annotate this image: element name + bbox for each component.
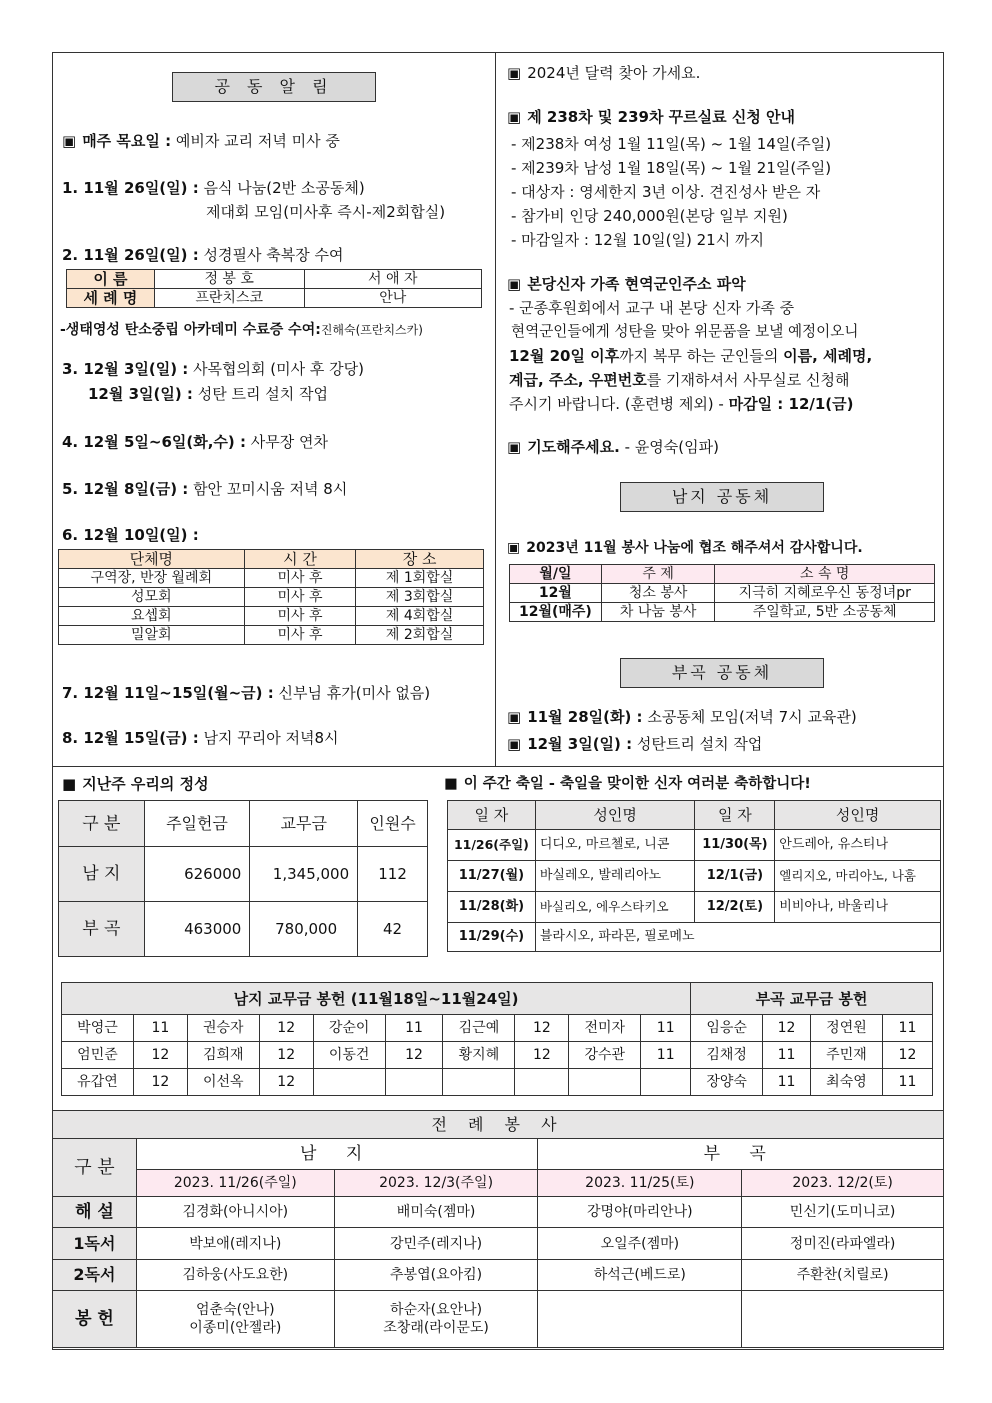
cursillo-line: - 제238차 여성 1월 11일(목) ~ 1월 14일(주일): [511, 135, 832, 153]
table-cell: 제 4회합실: [356, 607, 484, 626]
namji-thanks: [507, 538, 863, 558]
row-header: 해 설: [53, 1197, 137, 1228]
column-header: 일 자: [448, 801, 536, 830]
table-row: [67, 289, 482, 308]
table-cell: 11: [763, 1069, 811, 1096]
item7-text: 신부님 휴가(미사 없음): [273, 684, 431, 702]
military-l3b: 까지 복무 하는 군인들의: [619, 347, 784, 365]
table-cell: 바실레오, 발레리아노: [535, 861, 695, 892]
table-cell: 비비아나, 바울리나: [775, 892, 941, 923]
table-cell: 배미숙(젬마): [334, 1197, 538, 1228]
award-table: [66, 269, 482, 308]
table-header-row: [510, 565, 935, 584]
table-cell: 주환찬(치릴로): [742, 1260, 944, 1291]
item4: [62, 432, 328, 452]
table-cell: 이선옥: [187, 1069, 259, 1096]
weekly-text: 예비자 교리 저녁 미사 중: [171, 132, 340, 150]
table-cell: 정연원: [811, 1015, 883, 1042]
table-cell: 김희재: [187, 1042, 259, 1069]
table-cell: 11: [882, 1015, 932, 1042]
item1-text1: 음식 나눔(2반 소공동체): [198, 179, 365, 197]
military-line5: [509, 394, 854, 414]
table-row: [62, 1042, 933, 1069]
cursillo-line: - 대상자 : 영세한지 3년 이상. 견진성사 받은 자: [511, 183, 821, 201]
column-header: 주 제: [601, 565, 715, 584]
table-cell: 12: [763, 1015, 811, 1042]
table-cell: 42: [358, 902, 428, 957]
item2: [62, 245, 343, 265]
table-row: [59, 588, 484, 607]
table-cell: [385, 1069, 443, 1096]
item5-head: 5. 12월 8일(금) :: [62, 480, 189, 498]
table-cell: 김근예: [443, 1015, 515, 1042]
bugok-l2b: 성탄트리 설치 작업: [632, 735, 763, 753]
table-cell: [515, 1069, 569, 1096]
item7: [62, 683, 430, 703]
table-row: [59, 569, 484, 588]
table-cell: 박영근: [62, 1015, 134, 1042]
namji-title: 남지 공동체: [620, 482, 824, 512]
table-cell: 780,000: [250, 902, 358, 957]
offering-table: [58, 800, 428, 957]
liturgy-bugok-header: 부 곡: [538, 1139, 944, 1170]
table-header-row: [59, 550, 484, 569]
table-cell: 12: [385, 1042, 443, 1069]
table-cell: 12: [133, 1069, 187, 1096]
table-cell: 정 봉 호: [154, 270, 304, 289]
table-cell: 강명야(마리안나): [538, 1197, 742, 1228]
table-row: [448, 861, 941, 892]
column-header: 시 간: [244, 550, 356, 569]
item5-text: 함안 꼬미시움 저녁 8시: [188, 480, 348, 498]
offering-title: [62, 774, 209, 794]
table-cell: 프란치스코: [154, 289, 304, 308]
date-cell: 2023. 11/26(주일): [136, 1170, 334, 1197]
item1: [62, 178, 365, 198]
date-cell: 2023. 12/2(토): [742, 1170, 944, 1197]
table-cell: [136, 1291, 334, 1348]
item3b: [88, 384, 328, 404]
table-cell: 12: [259, 1015, 313, 1042]
military-line3: [509, 346, 872, 366]
table-cell: 엘리지오, 마리아노, 나훔: [775, 861, 941, 892]
feast-title-text: ■ 이 주간 축일 - 축일을 맞이한 신자 여러분 축하합니다!: [444, 776, 811, 792]
table-cell: 12월(매주): [510, 603, 602, 622]
table-cell: 626000: [144, 847, 250, 902]
bugok-line1: [507, 707, 857, 727]
table-cell: 청소 봉사: [601, 584, 715, 603]
table-row: [59, 847, 428, 902]
table-cell: 최숙영: [811, 1069, 883, 1096]
table-cell: 김하웅(사도요한): [136, 1260, 334, 1291]
military-l3c: 이름, 세례명,: [783, 347, 873, 365]
table-row: [53, 1260, 944, 1291]
calendar-notice: [507, 63, 700, 83]
table-cell: 미사 후: [244, 626, 356, 645]
table-cell: [313, 1069, 385, 1096]
table-cell: 추봉엽(요아킴): [334, 1260, 538, 1291]
table-cell: 강순이: [313, 1015, 385, 1042]
table-cell: 11: [763, 1042, 811, 1069]
table-cell: 밀알회: [59, 626, 245, 645]
table-cell: 11: [641, 1042, 691, 1069]
dues-bugok-title: 부곡 교무금 봉헌: [691, 983, 933, 1015]
military-line1: - 군종후원회에서 교구 내 본당 신자 가족 중: [509, 299, 795, 317]
common-notice-panel: [52, 52, 496, 766]
item1-head: 1. 11월 26일(일) :: [62, 179, 199, 197]
table-cell: 요셉회: [59, 607, 245, 626]
common-title: 공 동 알 림: [172, 72, 376, 102]
table-row: [53, 1139, 944, 1170]
offering-name: 하순자(요안나): [390, 1302, 483, 1318]
weekly-head: ▣ 매주 목요일 :: [62, 132, 171, 150]
cursillo-line: - 마감일자 : 12월 10일(일) 21시 까지: [511, 231, 764, 249]
table-cell: 미사 후: [244, 588, 356, 607]
feast-title: [444, 774, 811, 794]
item3a-head: 3. 12월 3일(일) :: [62, 360, 189, 378]
table-cell: 주민재: [811, 1042, 883, 1069]
table-cell: 구역장, 반장 월례회: [59, 569, 245, 588]
item2-head: 2. 11월 26일(일) :: [62, 246, 199, 264]
item7-head: 7. 12월 11일~15일(월~금) :: [62, 684, 274, 702]
date-cell: 2023. 12/3(주일): [334, 1170, 538, 1197]
cursillo-line: - 제239차 남성 1월 18일(목) ~ 1월 21일(주일): [511, 159, 832, 177]
table-cell: 11/30(목): [695, 830, 775, 861]
row-header: 부 곡: [59, 902, 145, 957]
table-cell: 장양숙: [691, 1069, 763, 1096]
bugok-l2a: ▣ 12월 3일(일) :: [507, 735, 632, 753]
table-cell: 12: [515, 1015, 569, 1042]
table-cell: 민신기(도미니코): [742, 1197, 944, 1228]
military-title: [507, 274, 746, 294]
table-cell: [742, 1291, 944, 1348]
meeting-table: [58, 549, 484, 645]
table-cell: 임응순: [691, 1015, 763, 1042]
liturgy-namji-header: 남 지: [136, 1139, 538, 1170]
table-cell: 12: [882, 1042, 932, 1069]
dues-table: [61, 982, 933, 1096]
item2-text: 성경필사 축복장 수여: [198, 246, 344, 264]
table-row: [53, 1170, 944, 1197]
column-header: 단체명: [59, 550, 245, 569]
table-cell: 12/1(금): [695, 861, 775, 892]
table-cell: 김경화(아니시아): [136, 1197, 334, 1228]
table-cell: 바실리오, 에우스타키오: [535, 892, 695, 923]
table-header-row: [62, 983, 933, 1015]
column-header: 월/일: [510, 565, 602, 584]
award-label-baptism: 세 례 명: [67, 289, 155, 308]
table-cell: 정미진(라파엘라): [742, 1228, 944, 1260]
table-cell: 11/26(주일): [448, 830, 536, 861]
table-cell: 11/27(월): [448, 861, 536, 892]
table-cell: 12/2(토): [695, 892, 775, 923]
military-l5b: 마감일 : 12/1(금): [728, 395, 854, 413]
table-cell: 11/29(수): [448, 923, 536, 952]
offering-name: 엄춘숙(안나): [196, 1302, 275, 1318]
eco-head: -생태영성 탄소중립 아카데미 수료증 수여:: [60, 322, 321, 338]
item3b-text: 성탄 트리 설치 작업: [192, 385, 328, 403]
table-cell: 강수관: [569, 1042, 641, 1069]
weekly-notice: [62, 131, 340, 151]
item4-text: 사무장 연차: [245, 433, 328, 451]
column-header: 성인명: [775, 801, 941, 830]
column-header: 주일헌금: [144, 801, 250, 847]
table-cell: 강민주(레지나): [334, 1228, 538, 1260]
table-cell: 미사 후: [244, 569, 356, 588]
column-header: 일 자: [695, 801, 775, 830]
table-cell: 유갑연: [62, 1069, 134, 1096]
item3a: [62, 359, 364, 379]
table-header-row: [448, 801, 941, 830]
table-cell: 12: [515, 1042, 569, 1069]
table-cell: 제 3회합실: [356, 588, 484, 607]
military-l4a: 계급, 주소, 우편번호: [509, 371, 647, 389]
offering-title-text: ■ 지난주 우리의 정성: [62, 775, 209, 793]
table-cell: 김채정: [691, 1042, 763, 1069]
eco-name: 진해숙(프란치스카): [320, 323, 423, 337]
table-cell: 안나: [304, 289, 481, 308]
eco-academy: [60, 320, 423, 340]
column-header: 성인명: [535, 801, 695, 830]
item8-head: 8. 12월 15일(금) :: [62, 729, 199, 747]
table-cell: 11: [882, 1069, 932, 1096]
feast-table: [447, 800, 941, 952]
date-cell: 2023. 11/25(토): [538, 1170, 742, 1197]
liturgy-table: [52, 1110, 944, 1348]
table-cell: 11: [385, 1015, 443, 1042]
namji-thanks-text: ▣ 2023년 11월 봉사 나눔에 협조 해주셔서 감사합니다.: [507, 540, 863, 556]
table-cell: 오일주(젬마): [538, 1228, 742, 1260]
prayer-request: [507, 437, 719, 457]
bugok-line2: [507, 734, 762, 754]
table-cell: 112: [358, 847, 428, 902]
table-cell: 엄민준: [62, 1042, 134, 1069]
item4-head: 4. 12월 5일~6일(화,수) :: [62, 433, 246, 451]
table-cell: [569, 1069, 641, 1096]
table-cell: 주일학교, 5반 소공동체: [715, 603, 935, 622]
row-header: 봉 헌: [53, 1291, 137, 1348]
table-row: [448, 892, 941, 923]
bugok-l1b: 소공동체 모임(저녁 7시 교육관): [642, 708, 857, 726]
table-cell: 디디오, 마르첼로, 니콘: [535, 830, 695, 861]
table-cell: 1,345,000: [250, 847, 358, 902]
table-row: [53, 1291, 944, 1348]
table-row: [59, 902, 428, 957]
dues-namji-title: 남지 교무금 봉헌 (11월18일~11월24일): [62, 983, 691, 1015]
item3a-text: 사목협의회 (미사 후 강당): [188, 360, 364, 378]
table-cell: 전미자: [569, 1015, 641, 1042]
table-row: [53, 1197, 944, 1228]
calendar-text: ▣ 2024년 달력 찾아 가세요.: [507, 64, 700, 82]
table-cell: 지극히 지혜로우신 동정녀pr: [715, 584, 935, 603]
column-header: 교무금: [250, 801, 358, 847]
item8-text: 남지 꾸리아 저녁8시: [198, 729, 339, 747]
table-row: [448, 830, 941, 861]
table-row: [59, 626, 484, 645]
table-cell: 11/28(화): [448, 892, 536, 923]
service-table: [509, 564, 935, 622]
row-header: 구 분: [53, 1139, 137, 1197]
prayer-text: - 윤영숙(임파): [619, 438, 719, 456]
table-cell: 권승자: [187, 1015, 259, 1042]
table-row: [59, 607, 484, 626]
table-cell: [334, 1291, 538, 1348]
table-cell: 12: [259, 1042, 313, 1069]
item1-text2: 제대회 모임(미사후 즉시-제2회합실): [206, 203, 446, 221]
divider: [52, 766, 944, 767]
bugok-title: 부곡 공동체: [620, 658, 824, 688]
table-cell: 차 나눔 봉사: [601, 603, 715, 622]
cursillo-title-text: ▣ 제 238차 및 239차 꾸르실료 신청 안내: [507, 108, 795, 126]
table-cell: [641, 1069, 691, 1096]
table-cell: [538, 1291, 742, 1348]
table-cell: 성모회: [59, 588, 245, 607]
item6-head: 6. 12월 10일(일) :: [62, 526, 199, 544]
row-header: 남 지: [59, 847, 145, 902]
military-line2: 현역군인들에게 성탄을 맞아 위문품을 보낼 예정이오니: [511, 323, 859, 340]
table-row: [510, 584, 935, 603]
table-cell: 서 애 자: [304, 270, 481, 289]
column-header: 구 분: [59, 801, 145, 847]
table-cell: 황지혜: [443, 1042, 515, 1069]
table-cell: 미사 후: [244, 607, 356, 626]
military-l3a: 12월 20일 이후: [509, 347, 620, 365]
table-cell: 463000: [144, 902, 250, 957]
table-row: [67, 270, 482, 289]
table-row: [448, 923, 941, 952]
award-label-name: 이 름: [67, 270, 155, 289]
table-cell: 제 1회합실: [356, 569, 484, 588]
table-cell: 11: [641, 1015, 691, 1042]
row-header: 2독서: [53, 1260, 137, 1291]
military-line4: [509, 370, 849, 390]
table-cell: 12: [133, 1042, 187, 1069]
table-row: [62, 1015, 933, 1042]
table-cell: 박보애(레지나): [136, 1228, 334, 1260]
table-row: [62, 1069, 933, 1096]
table-header-row: [53, 1111, 944, 1139]
row-header: 1독서: [53, 1228, 137, 1260]
table-cell: 12: [259, 1069, 313, 1096]
prayer-head: ▣ 기도해주세요.: [507, 438, 620, 456]
column-header: 소 속 명: [715, 565, 935, 584]
military-title-text: ▣ 본당신자 가족 현역군인주소 파악: [507, 275, 746, 293]
column-header: 인원수: [358, 801, 428, 847]
item8: [62, 728, 339, 748]
table-cell: 안드레아, 유스티나: [775, 830, 941, 861]
table-header-row: [59, 801, 428, 847]
table-row: [53, 1228, 944, 1260]
item3b-head: 12월 3일(일) :: [88, 385, 193, 403]
cursillo-title: [507, 107, 795, 127]
table-cell: 제 2회합실: [356, 626, 484, 645]
table-cell: 이동건: [313, 1042, 385, 1069]
table-cell: 12월: [510, 584, 602, 603]
military-l5a: 주시기 바랍니다. (훈련병 제외) -: [509, 395, 729, 413]
bugok-l1a: ▣ 11월 28일(화) :: [507, 708, 643, 726]
item5: [62, 479, 347, 499]
military-l4b: 를 기재하셔서 사무실로 신청해: [646, 371, 850, 389]
table-cell: 하석근(베드로): [538, 1260, 742, 1291]
table-cell: [443, 1069, 515, 1096]
liturgy-title: 전 례 봉 사: [53, 1111, 944, 1139]
cursillo-line: - 참가비 인당 240,000원(본당 일부 지원): [511, 207, 788, 225]
column-header: 장 소: [356, 550, 484, 569]
table-cell: 블라시오, 파라몬, 필로메노: [535, 923, 940, 952]
offering-name: 조창래(라이문도): [383, 1320, 489, 1336]
table-row: [510, 603, 935, 622]
offering-name: 이종미(안젤라): [189, 1320, 282, 1336]
table-cell: 11: [133, 1015, 187, 1042]
